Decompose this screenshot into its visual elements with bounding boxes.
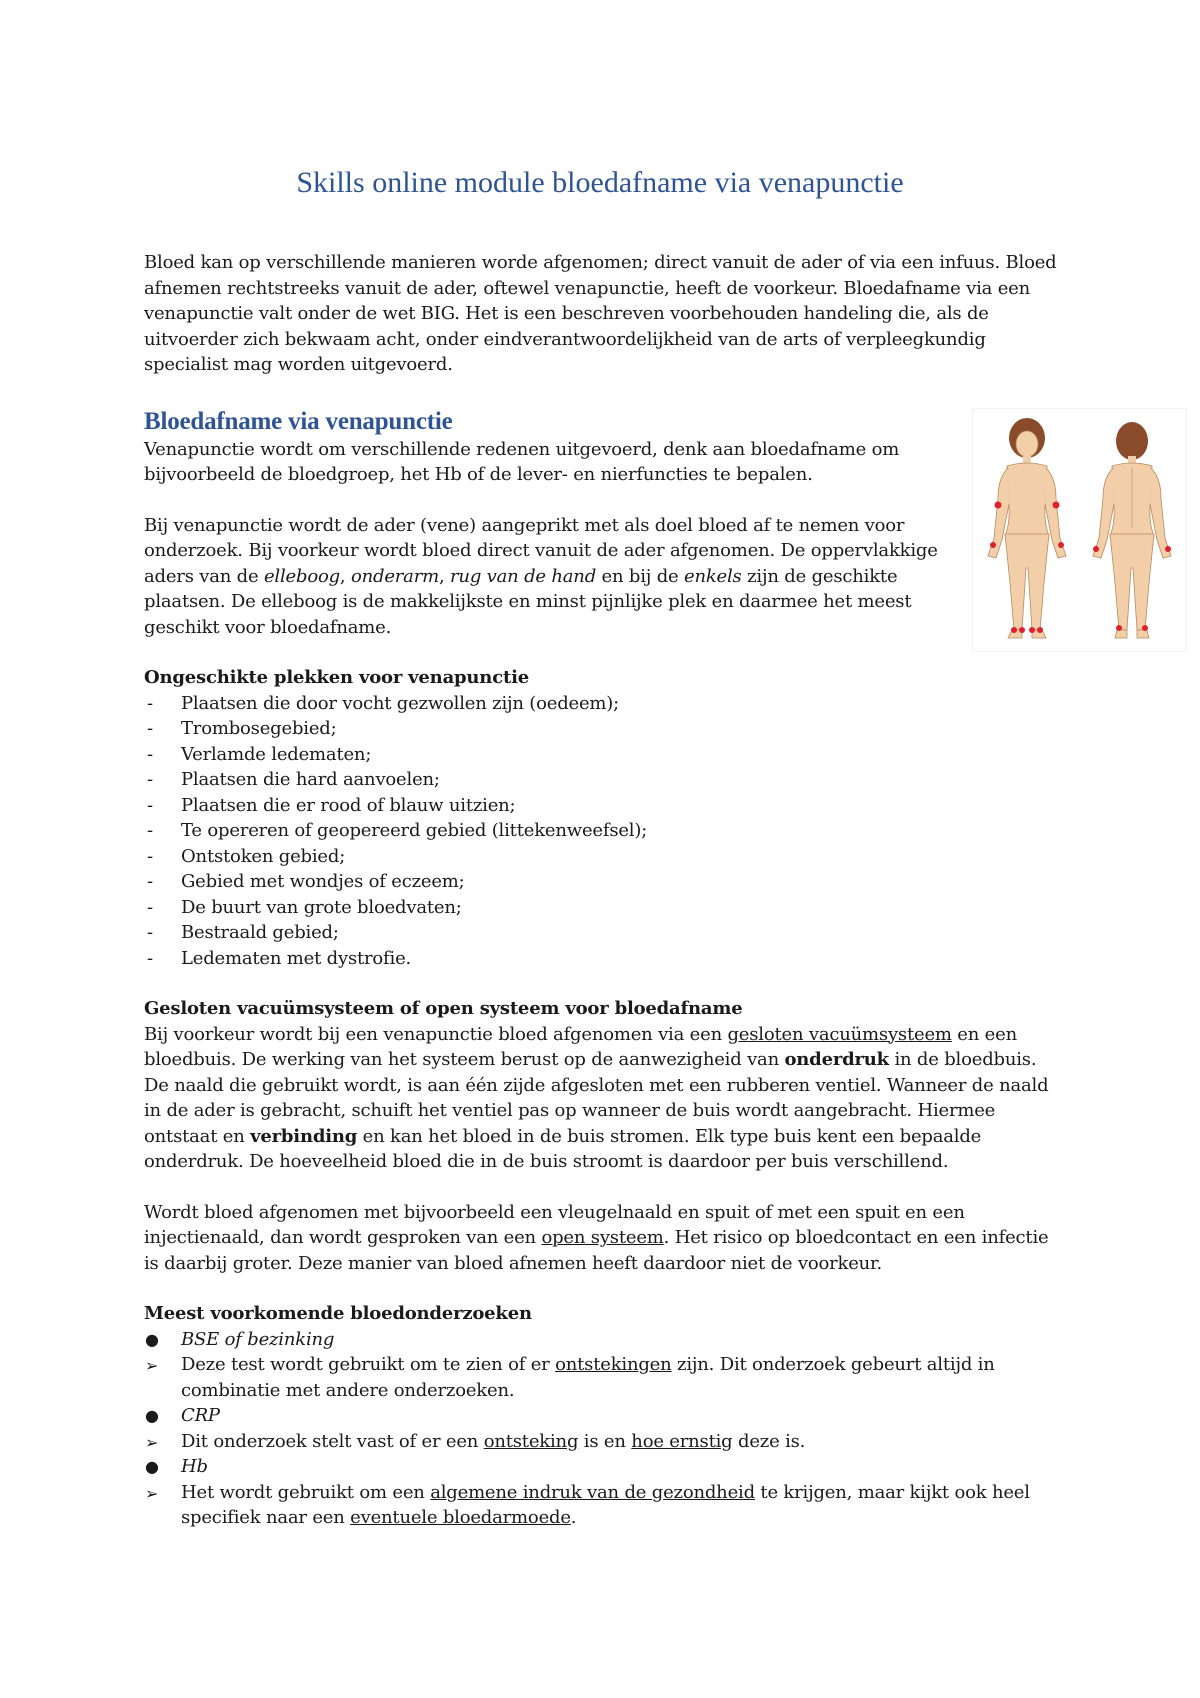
intro-paragraph: Bloed kan op verschillende manieren worde afgenomen; direct vanuit de ader of via een infuus. Bloed afnemen rechtstreeks vanuit de ader, oftewel venapunctie, heeft de voorkeur. Bloedafname via een venapunctie valt onder de wet BIG. Het is een beschreven voorbehouden handeling die, als de uitvoerder zich bekwaam acht, onder eindverantwoordelijkheid van de arts of verpleegkundig specialist mag worden uitgevoerd. (144, 252, 1057, 375)
site-marker-front-left-ankle-inner (1019, 627, 1025, 633)
site-marker-front-left-wrist (990, 542, 996, 548)
arrow-bullet-icon: ➢ (145, 1432, 159, 1452)
list-item: ➢ Dit onderzoek stelt vast of er een ontsteking is en hoe ernstig deze is. (144, 1429, 1062, 1455)
page-title: Skills online module bloedafname via venapunctie (296, 166, 904, 199)
list-item: ● Hb (144, 1454, 1062, 1480)
tests-list (144, 1327, 1062, 1531)
site-marker-front-right-ankle-inner (1029, 627, 1035, 633)
term-open-systeem: open systeem (541, 1227, 664, 1248)
list-item: - Bestraald gebied; (144, 920, 1062, 946)
list-item: ➢ Deze test wordt gebruikt om te zien of er ontstekingen zijn. Dit onderzoek gebeurt altijd in combinatie met andere onderzoeken. (145, 1354, 995, 1401)
term-elleboog: elleboog (263, 565, 340, 587)
site-marker-front-left-elbow (995, 502, 1002, 509)
venapunctie-sites-illustration (972, 408, 1187, 652)
venapunctie-paragraph-2: Bij venapunctie wordt de ader (vene) aangeprikt met als doel bloed af te nemen voor onderzoek. Bij voorkeur wordt bloed direct vanuit de ader afgenomen. De oppervlakkige aders van de elleboog, onderarm, rug van de hand en bij de enkels zijn de geschikte plaatsen. De elleboog is de makkelijkste en minst pijnlijke plek en daarmee het meest geschikt voor bloedafname. (144, 514, 938, 638)
list-item: - Gebied met wondjes of eczeem; (144, 869, 1062, 895)
site-marker-back-left-hand (1093, 546, 1099, 552)
term-verbinding: verbinding (250, 1125, 358, 1147)
list-item: - Te opereren of geopereerd gebied (littekenweefsel); (144, 818, 1062, 844)
term-rug-van-de-hand: rug van de hand (450, 565, 597, 587)
list-item: - Plaatsen die door vocht gezwollen zijn (oedeem); (144, 691, 1062, 717)
term-enkels: enkels (684, 565, 742, 587)
site-marker-back-right-ankle (1142, 625, 1148, 631)
arrow-bullet-icon: ➢ (145, 1356, 159, 1375)
section-venapunctie-text (144, 437, 964, 641)
bullet-icon: ● (145, 1329, 159, 1349)
list-item: - Ledematen met dystrofie. (144, 946, 1062, 972)
back-head (1116, 422, 1148, 460)
section-heading-venapunctie: Bloedafname via venapunctie (144, 407, 453, 435)
bullet-icon: ● (145, 1457, 159, 1476)
list-item: - Plaatsen die hard aanvoelen; (144, 767, 1062, 793)
front-torso (1005, 463, 1049, 536)
list-item: ➢ Het wordt gebruikt om een algemene indruk van de gezondheid te krijgen, maar kijkt ook heel specifiek naar een eventuele bloedarmoede. (145, 1481, 1030, 1528)
site-marker-back-right-hand (1165, 546, 1171, 552)
list-item: - Verlamde ledematen; (144, 742, 1062, 768)
site-marker-front-right-wrist (1058, 542, 1064, 548)
front-head (1016, 431, 1038, 457)
list-item: ● BSE of bezinking (144, 1327, 1062, 1353)
venapunctie-paragraph-1: Venapunctie wordt om verschillende redenen uitgevoerd, denk aan bloedafname om bijvoorbeeld de bloedgroep, het Hb of de lever- en nierfuncties te bepalen. (144, 438, 900, 485)
arrow-bullet-icon: ➢ (145, 1483, 159, 1503)
site-marker-back-left-ankle (1116, 625, 1122, 631)
unsuitable-list (144, 691, 1062, 972)
list-item: - Plaatsen die er rood of blauw uitzien; (144, 793, 1062, 819)
bullet-icon: ● (145, 1406, 159, 1425)
site-marker-front-left-ankle (1011, 627, 1017, 633)
term-gesloten-vacuumsysteem: gesloten vacuümsysteem (727, 1023, 952, 1045)
term-onderdruk: onderdruk (784, 1049, 889, 1070)
term-onderarm: onderarm (350, 565, 439, 587)
system-paragraph-2: Wordt bloed afgenomen met bijvoorbeeld een vleugelnaald en spuit of met een spuit en een injectienaald, dan wordt gesproken van een open systeem. Het risico op bloedcontact en een infectie is daarbij groter. Deze manier van bloed afnemen heeft daardoor niet de voorkeur. (144, 1201, 1049, 1274)
document-body (144, 250, 1062, 1531)
system-heading: Gesloten vacuümsysteem of open systeem voor bloedafname (144, 998, 743, 1019)
list-item: - Trombosegebied; (144, 716, 1062, 742)
list-item: - Ontstoken gebied; (144, 844, 1062, 870)
unsuitable-heading: Ongeschikte plekken voor venapunctie (144, 667, 529, 688)
list-item: ● CRP (144, 1403, 1062, 1429)
site-marker-front-right-elbow (1053, 502, 1060, 509)
site-marker-front-right-ankle (1037, 627, 1043, 633)
tests-heading: Meest voorkomende bloedonderzoeken (144, 1303, 532, 1324)
list-item: - De buurt van grote bloedvaten; (144, 895, 1062, 921)
system-paragraph-1: Bij voorkeur wordt bij een venapunctie bloed afgenomen via een gesloten vacuümsysteem en een bloedbuis. De werking van het systeem berust op de aanwezigheid van onderdruk in de bloedbuis. De naald die gebruikt wordt, is aan één zijde afgesloten met een rubberen ventiel. Wanneer de naald in de ader is gebracht, schuift het ventiel pas op wanneer de buis wordt aangebracht. Hiermee ontstaat en verbinding en kan het bloed in de buis stromen. Elk type buis kent een bepaalde onderdruk. De hoeveelheid bloed die in de buis stroomt is daardoor per buis verschillend. (144, 1023, 1049, 1172)
